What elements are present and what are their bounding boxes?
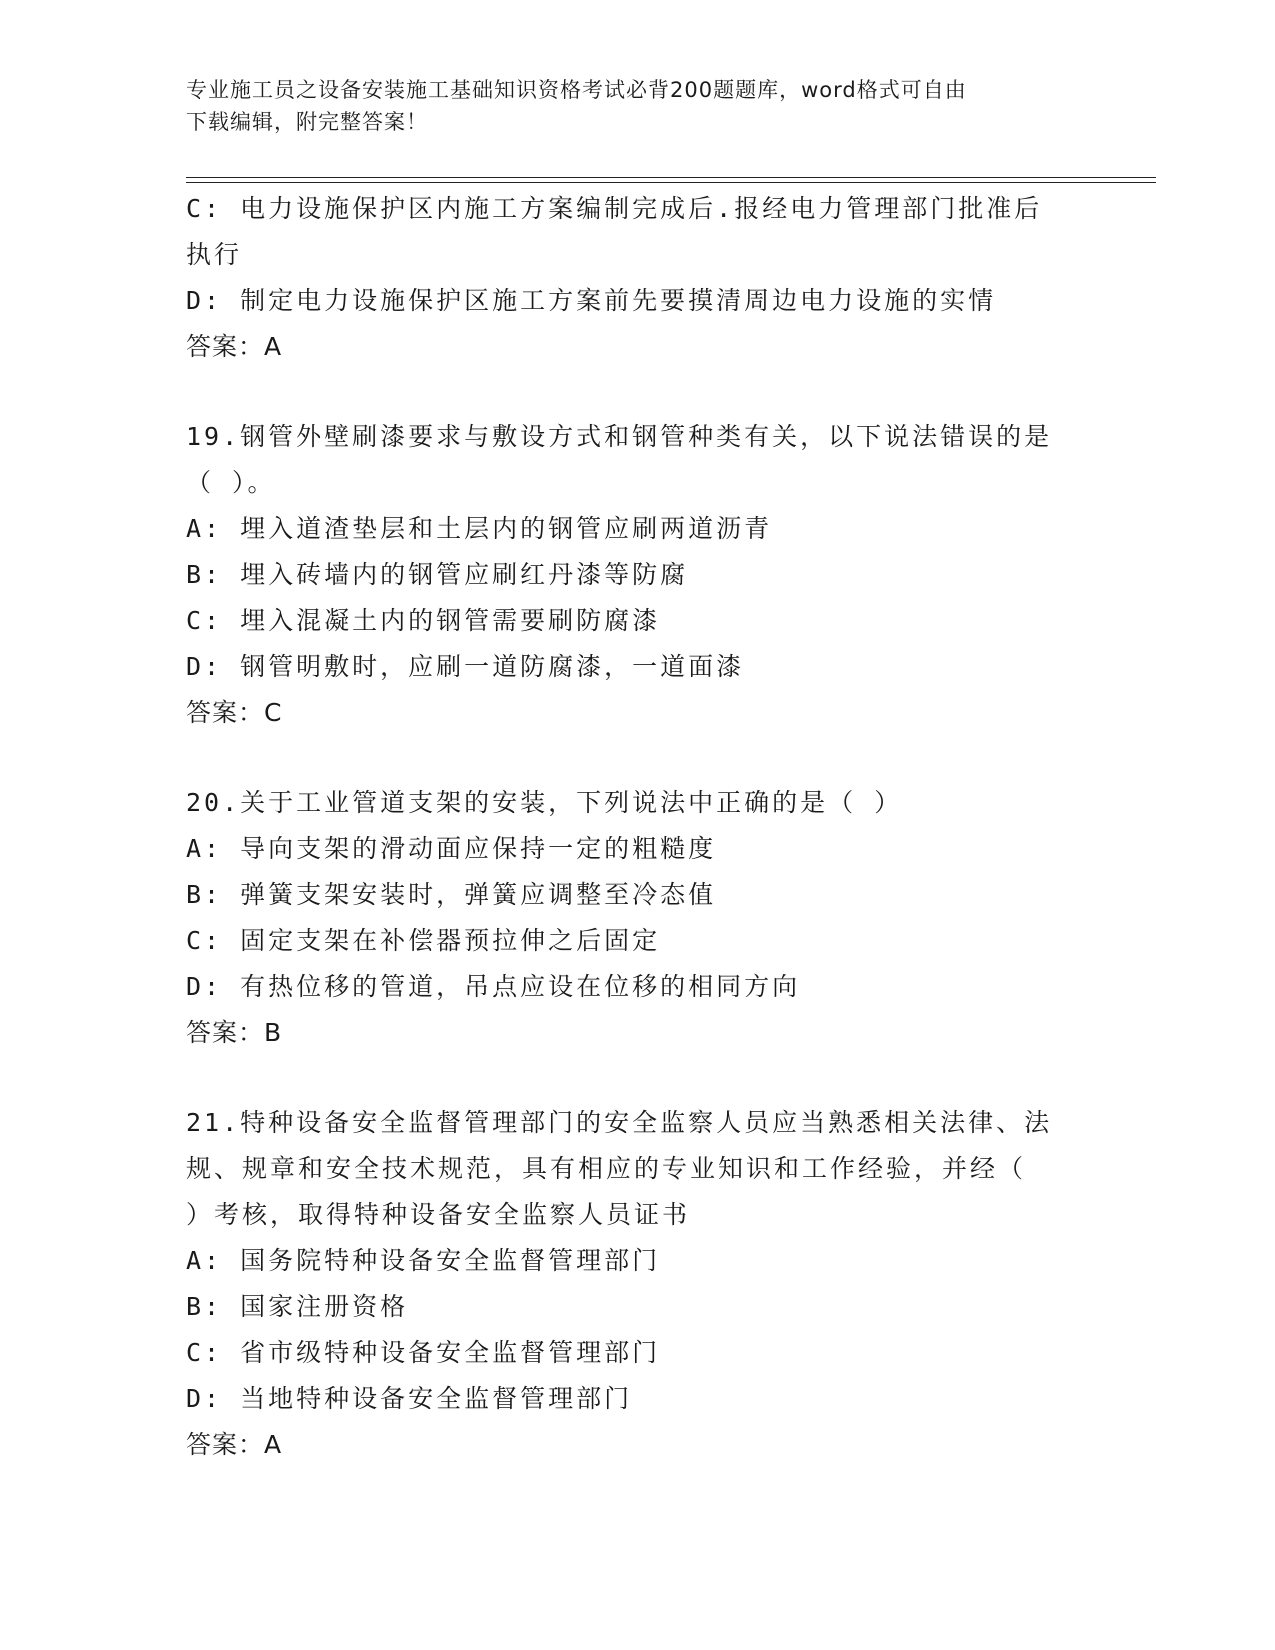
question-content	[186, 186, 1086, 1468]
option-d: D: 当地特种设备安全监督管理部门	[186, 1384, 633, 1413]
header-title-line-2: 下载编辑，附完整答案！	[186, 110, 428, 134]
option-a: A: 导向支架的滑动面应保持一定的粗糙度	[186, 834, 717, 863]
question-stem-line-3: ）考核，取得特种设备安全监察人员证书	[186, 1200, 691, 1229]
question-stem-line-1: 21.特种设备安全监督管理部门的安全监察人员应当熟悉相关法律、法	[186, 1108, 1053, 1137]
option-c: C: 固定支架在补偿器预拉伸之后固定	[186, 926, 661, 955]
option-d: D: 钢管明敷时，应刷一道防腐漆，一道面漆	[186, 652, 745, 681]
answer: 答案：A	[186, 332, 283, 361]
question-19	[186, 414, 1086, 736]
question-stem-line-1: 20.关于工业管道支架的安装，下列说法中正确的是（ ）	[186, 788, 903, 817]
option-d: D: 制定电力设施保护区施工方案前先要摸清周边电力设施的实情	[186, 286, 997, 315]
option-b: B: 埋入砖墙内的钢管应刷红丹漆等防腐	[186, 560, 689, 589]
option-c: C: 埋入混凝土内的钢管需要刷防腐漆	[186, 606, 661, 635]
option-b: B: 弹簧支架安装时，弹簧应调整至冷态值	[186, 880, 717, 909]
document-header	[186, 74, 1086, 138]
option-c-line-2: 执行	[186, 240, 243, 269]
question-stem-line-2: （ ）。	[186, 468, 276, 497]
answer: 答案：C	[186, 698, 283, 727]
question-stem-line-1: 19.钢管外壁刷漆要求与敷设方式和钢管种类有关，以下说法错误的是	[186, 422, 1053, 451]
answer: 答案：B	[186, 1018, 283, 1047]
option-a: A: 埋入道渣垫层和土层内的钢管应刷两道沥青	[186, 514, 773, 543]
option-a: A: 国务院特种设备安全监督管理部门	[186, 1246, 661, 1275]
header-title-line-1: 专业施工员之设备安装施工基础知识资格考试必背200题题库，word格式可自由	[186, 78, 967, 102]
header-divider-top	[186, 177, 1156, 178]
section-spacer	[186, 1056, 1086, 1100]
question-20	[186, 780, 1086, 1056]
answer: 答案：A	[186, 1430, 283, 1459]
question-21	[186, 1100, 1086, 1468]
option-d: D: 有热位移的管道，吊点应设在位移的相同方向	[186, 972, 801, 1001]
question-stem-line-2: 规、规章和安全技术规范，具有相应的专业知识和工作经验，并经（	[186, 1154, 1027, 1183]
question-18-continued	[186, 186, 1086, 370]
option-c: C: 省市级特种设备安全监督管理部门	[186, 1338, 661, 1367]
header-divider-bottom	[186, 182, 1156, 183]
option-b: B: 国家注册资格	[186, 1292, 409, 1321]
section-spacer	[186, 370, 1086, 414]
option-c-line-1: C: 电力设施保护区内施工方案编制完成后.报经电力管理部门批准后	[186, 194, 1043, 223]
section-spacer	[186, 736, 1086, 780]
